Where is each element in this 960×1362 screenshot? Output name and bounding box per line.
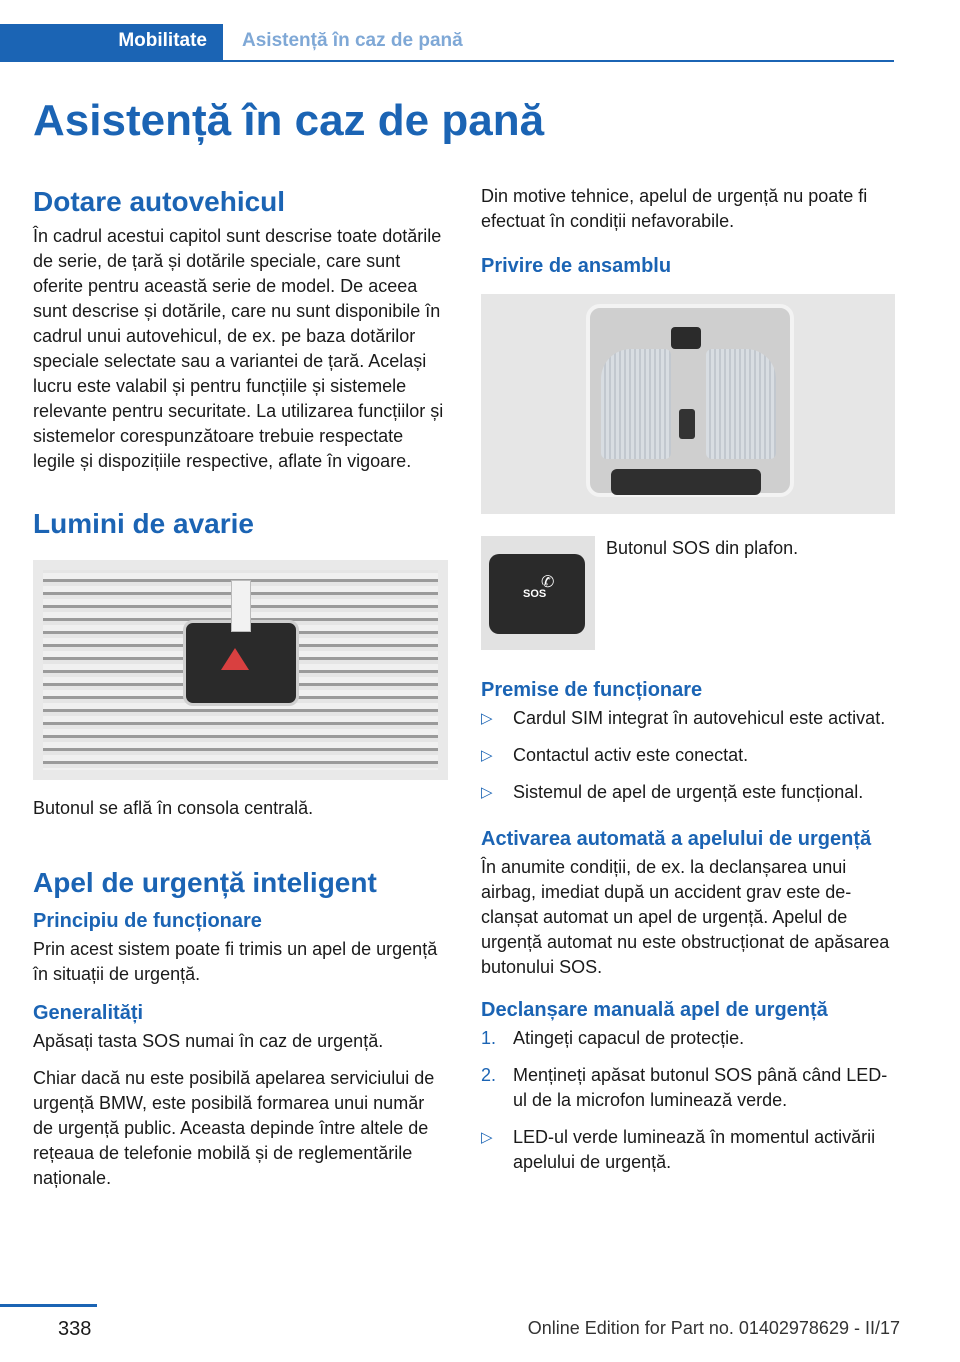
center-switch (679, 409, 695, 439)
heading-generalitati: Generalități (33, 1002, 144, 1024)
paragraph-generalitati-1: Apăsați tasta SOS numai în caz de urgență. (33, 1031, 384, 1051)
hazard-triangle-icon (221, 648, 249, 670)
section-breadcrumb: Asistență în caz de pană (242, 30, 463, 51)
phone-icon: ✆ (541, 574, 555, 591)
caption-lumini: Butonul se află în consola centrală. (33, 798, 314, 818)
caption-sos: Butonul SOS din plafon. (606, 538, 799, 558)
right-light-panel (706, 349, 776, 459)
hazard-lights-image (33, 560, 448, 780)
heading-dotare: Dotare autovehicul (33, 186, 286, 217)
premise-list (481, 706, 896, 805)
sos-button-small (671, 327, 701, 349)
left-column (33, 184, 448, 1203)
paragraph-generalitati-2: Chiar dacă nu este posibilă apelarea serviciului de urgență BMW, este posibilă formarea unui număr de urgență public. Aceasta depinde între altele de rețeaua de telefonie mobilă și de reglementările naționale. (33, 1068, 435, 1188)
step-number: 2. (481, 1065, 497, 1085)
paragraph-dotare: În cadrul acestui capitol sunt descrise toate dotările de serie, de țară și dotările speciale, care sunt oferite pentru această serie de model. De aceea sunt descrise și dotările, care nu sunt disponibile în cadrul unui autovehicul, de ex. pe baza dotărilor speciale selectate sau a variantei de țară. Același lucru este valabil și pentru funcțiile și sistemele relevante pentru securitate. La utilizarea funcțiilor și sistemelor corespunzătoare trebuie respectate legile și dispozițiile respective, aflate în vigoare. (33, 226, 444, 471)
page-title: Asistență în caz de pană (33, 96, 545, 145)
control-strip (611, 469, 761, 495)
paragraph-conditii: Din motive tehnice, apelul de urgență nu poate fi efectuat în condiții nefavorabile. (481, 186, 868, 231)
heading-lumini: Lumini de avarie (33, 508, 254, 539)
triangle-bullet-icon: ▷ (481, 1129, 493, 1146)
left-light-panel (601, 349, 671, 459)
paragraph-activare: În anumite condiții, de ex. la declanșarea unui airbag, imediat după un accident grav este declanșat automat un apel de urgență. Apelul de urgență automat nu este obstrucționat de apăsarea butonului SOS. (481, 857, 890, 977)
heading-privire: Privire de ansamblu (481, 255, 672, 277)
heading-premise: Premise de funcționare (481, 679, 703, 701)
chapter-tab-label: Mobilitate (118, 30, 207, 51)
heading-declansare: Declanșare manuală apel de urgență (481, 999, 828, 1021)
center-divider (231, 580, 251, 632)
sos-detail-row (481, 536, 896, 654)
triangle-bullet-icon: ▷ (481, 747, 493, 764)
sos-label: SOS (523, 588, 547, 600)
heading-apel: Apel de urgență inteligent (33, 867, 377, 898)
list-item: ▷ Cardul SIM integrat în autovehicul este activat. (481, 706, 896, 731)
list-item: ▷ Contactul activ este conectat. (481, 743, 896, 768)
list-item: ▷ Sistemul de apel de urgență este funcțional. (481, 780, 896, 805)
edition-note: Online Edition for Part no. 01402978629 - II/17 (527, 1318, 900, 1338)
paragraph-principiu: Prin acest sistem poate fi trimis un apel de urgență în situații de urgență. (33, 939, 438, 984)
list-item: 1. Atingeți capacul de protecție. (481, 1026, 896, 1051)
list-item: 2. Mențineți apăsat butonul SOS până când LED-ul de la microfon luminează verde. (481, 1065, 888, 1110)
sos-closeup-image (481, 536, 595, 650)
footer-rule (0, 1304, 97, 1307)
ceiling-console-image (481, 294, 895, 514)
chapter-tab (0, 24, 223, 62)
step-number: 1. (481, 1028, 497, 1048)
triangle-bullet-icon: ▷ (481, 784, 493, 801)
triangle-bullet-icon: ▷ (481, 710, 493, 727)
heading-activare: Activarea automată a apelului de urgență (481, 828, 872, 850)
right-column (481, 184, 896, 1187)
heading-principiu: Principiu de funcționare (33, 910, 262, 932)
page-number: 338 (58, 1318, 92, 1340)
list-item: ▷ LED-ul verde luminează în momentul activării apelului de urgență. (481, 1127, 876, 1172)
steps-list (481, 1026, 896, 1175)
